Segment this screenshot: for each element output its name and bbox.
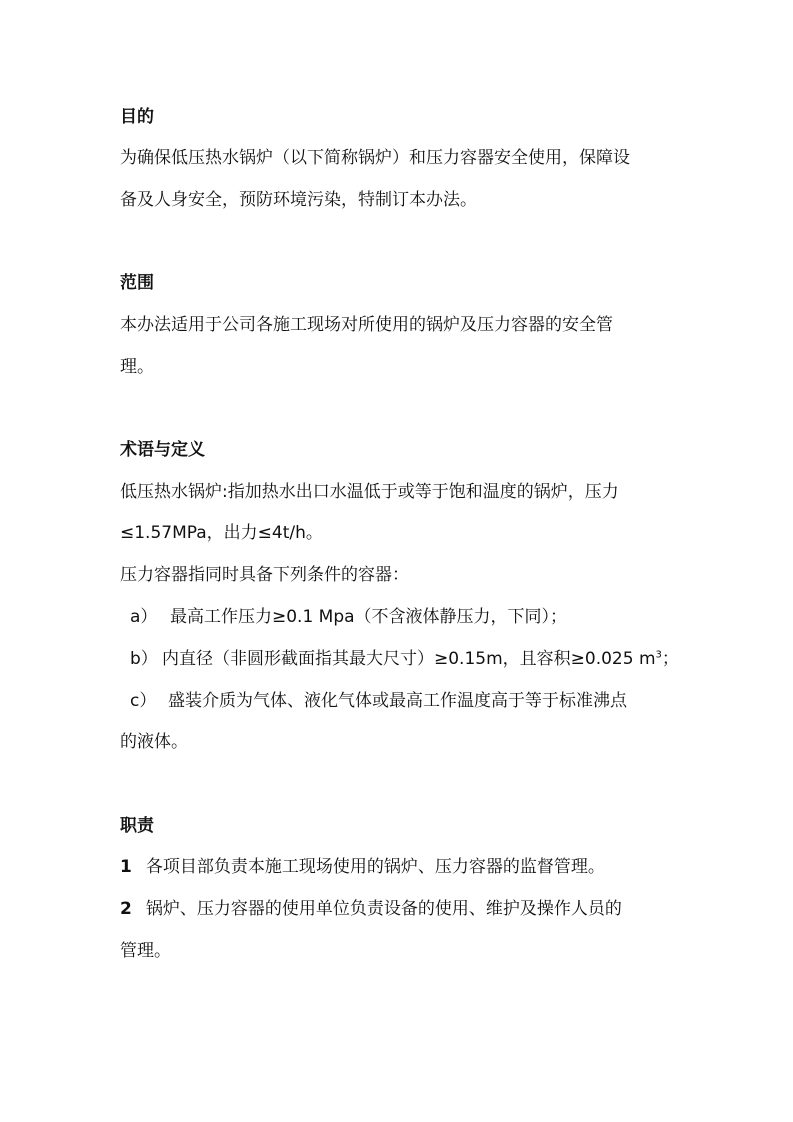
condition-item-b (130, 648, 679, 670)
scope-line-1: 本办法适用于公司各施工现场对所使用的锅炉及压力容器的安全管 (120, 315, 613, 335)
superscript: 3 (655, 649, 662, 661)
section-heading-duties: 职责 (120, 816, 154, 836)
duty-item-text: 锅炉、压力容器的使用单位负责设备的使用、维护及操作人员的 (145, 899, 622, 919)
condition-item-mark: c） (130, 691, 157, 711)
vessel-intro: 压力容器指同时具备下列条件的容器： (120, 565, 409, 585)
section-heading-scope: 范围 (120, 273, 154, 293)
duty-item-2-continued: 管理。 (120, 941, 171, 961)
condition-item-a (130, 606, 567, 628)
purpose-line-2: 备及人身安全，预防环境污染，特制订本办法。 (120, 190, 477, 210)
purpose-line-1: 为确保低压热水锅炉（以下简称锅炉）和压力容器安全使用，保障设 (120, 148, 630, 168)
condition-item-c-continued: 的液体。 (120, 732, 188, 752)
condition-item-text: 内直径（非圆形截面指其最大尺寸）≥0.15m，且容积≥0.025 m (162, 649, 656, 669)
duty-item-number: 2 (120, 899, 132, 919)
condition-item-mark: a） (130, 607, 158, 627)
duty-item-text: 各项目部负责本施工现场使用的锅炉、压力容器的监督管理。 (145, 857, 605, 877)
duty-item-number: 1 (120, 857, 132, 877)
duty-item-2 (120, 898, 622, 920)
section-heading-terms: 术语与定义 (120, 440, 205, 460)
boiler-definition-line-2: ≤1.57MPa，出力≤4t/h。 (120, 523, 323, 543)
condition-item-mark: b） (130, 649, 158, 669)
condition-item-tail: ； (661, 649, 679, 669)
condition-item-text: 盛装介质为气体、液化气体或最高工作温度高于等于标准沸点 (168, 691, 627, 711)
boiler-definition-line-1: 低压热水锅炉:指加热水出口水温低于或等于饱和温度的锅炉，压力 (120, 482, 619, 502)
section-heading-purpose: 目的 (120, 107, 154, 127)
duty-item-1 (120, 856, 605, 878)
condition-item-text: 最高工作压力≥0.1 Mpa（不含液体静压力，下同）； (170, 607, 568, 627)
scope-line-2: 理。 (120, 357, 154, 377)
condition-item-c (130, 690, 627, 712)
